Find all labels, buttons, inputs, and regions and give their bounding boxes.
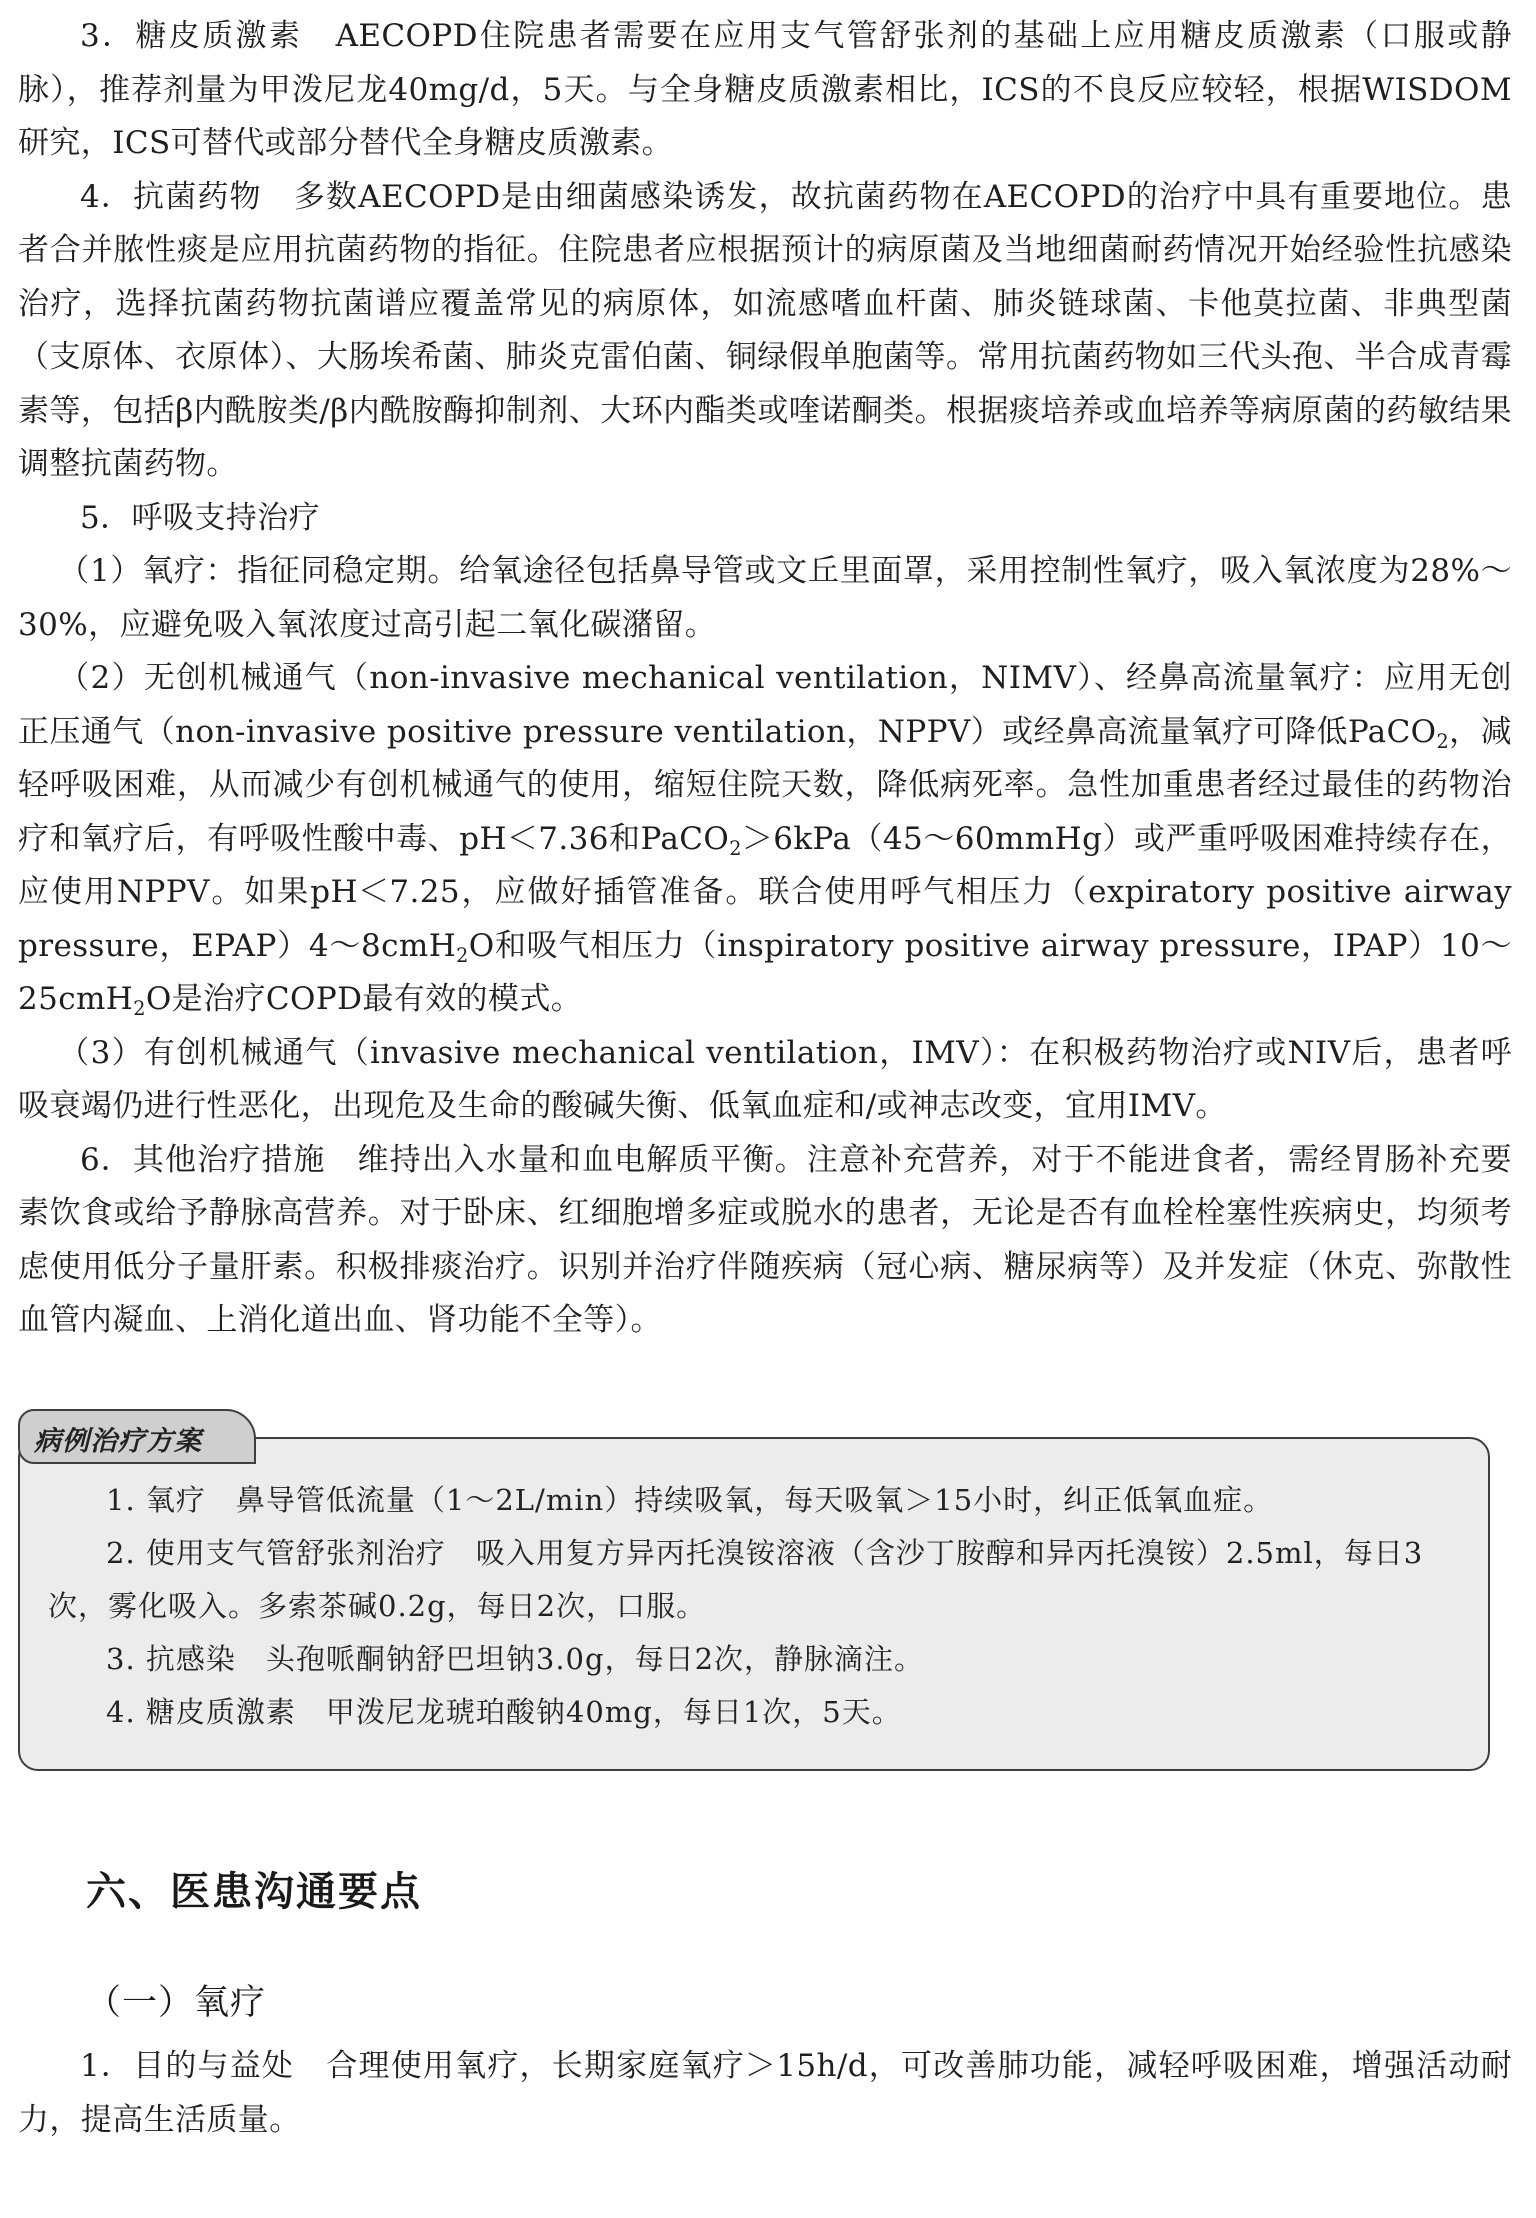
case-plan-item: 3. 抗感染 头孢哌酮钠舒巴坦钠3.0g，每日2次，静脉滴注。 — [106, 1642, 925, 1676]
paragraph-oxygen-therapy: （1）氧疗：指征同稳定期。给氧途径包括鼻导管或文丘里面罩，采用控制性氧疗，吸入氧浓度为28%～30%，应避免吸入氧浓度过高引起二氧化碳潴留。 — [18, 553, 1512, 643]
case-plan-text — [48, 1474, 1458, 1739]
paragraph-nimv: （2）无创机械通气（non-invasive mechanical ventilation，NIMV）、经鼻高流量氧疗：应用无创正压通气（non-invasive positive pressure ventilation，NPPV）或经鼻高流量氧疗可降低PaCO$_2$，减轻呼吸困难，从而减少有创机械通气的使用，缩短住院天数，降低病死率。急性加重患者经过最佳的药物治疗和氧疗后，有呼吸性酸中毒、pH＜7.36和PaCO$_2$＞6kPa（45～60mmHg）或严重呼吸困难持续存在，应使用NPPV。如果pH＜7.25，应做好插管准备。联合使用呼气相压力（expiratory positive airway pressure，EPAP）4～8cmH$_2$O和吸气相压力（inspiratory positive airway pressure，IPAP）10～25cmH$_2$O是治疗COPD最有效的模式。 — [18, 660, 1512, 1020]
case-plan-item: 4. 糖皮质激素 甲泼尼龙琥珀酸钠40mg，每日1次，5天。 — [106, 1695, 902, 1729]
treatment-body-text — [18, 10, 1512, 1348]
case-plan-tab — [18, 1409, 256, 1464]
subsection-title: （一）氧疗 — [86, 1983, 267, 2023]
oxygen-benefits-text — [18, 2040, 1512, 2147]
case-plan-tab-label: 病例治疗方案 — [34, 1426, 202, 1457]
paragraph-corticosteroids: 3．糖皮质激素 AECOPD住院患者需要在应用支气管舒张剂的基础上应用糖皮质激素（口服或静脉），推荐剂量为甲泼尼龙40mg/d，5天。与全身糖皮质激素相比，ICS的不良反应较轻，根据WISDOM研究，ICS可替代或部分替代全身糖皮质激素。 — [18, 18, 1512, 161]
paragraph-imv: （3）有创机械通气（invasive mechanical ventilation，IMV）：在积极药物治疗或NIV后，患者呼吸衰竭仍进行性恶化，出现危及生命的酸碱失衡、低氧血症和/或神志改变，宜用IMV。 — [18, 1034, 1512, 1124]
paragraph-other-treatment: 6．其他治疗措施 维持出入水量和血电解质平衡。注意补充营养，对于不能进食者，需经胃肠补充要素饮食或给予静脉高营养。对于卧床、红细胞增多症或脱水的患者，无论是否有血栓栓塞性疾病史，均须考虑使用低分子量肝素。积极排痰治疗。识别并治疗伴随疾病（冠心病、糖尿病等）及并发症（休克、弥散性血管内凝血、上消化道出血、肾功能不全等）。 — [18, 1141, 1512, 1338]
paragraph-antibiotics: 4．抗菌药物 多数AECOPD是由细菌感染诱发，故抗菌药物在AECOPD的治疗中具有重要地位。患者合并脓性痰是应用抗菌药物的指征。住院患者应根据预计的病原菌及当地细菌耐药情况开始经验性抗感染治疗，选择抗菌药物抗菌谱应覆盖常见的病原体，如流感嗜血杆菌、肺炎链球菌、卡他莫拉菌、非典型菌（支原体、衣原体）、大肠埃希菌、肺炎克雷伯菌、铜绿假单胞菌等。常用抗菌药物如三代头孢、半合成青霉素等，包括β内酰胺类/β内酰胺酶抑制剂、大环内酯类或喹诺酮类。根据痰培养或血培养等病原菌的药敏结果调整抗菌药物。 — [18, 178, 1512, 482]
paragraph-oxygen-benefits: 1．目的与益处 合理使用氧疗，长期家庭氧疗＞15h/d，可改善肺功能，减轻呼吸困难，增强活动耐力，提高生活质量。 — [18, 2048, 1512, 2138]
case-plan-item: 2. 使用支气管舒张剂治疗 吸入用复方异丙托溴铵溶液（含沙丁胺醇和异丙托溴铵）2.5ml，每日3次，雾化吸入。多索茶碱0.2g，每日2次，口服。 — [48, 1536, 1424, 1623]
paragraph-respiratory-support: 5．呼吸支持治疗 — [80, 499, 320, 536]
case-plan-item: 1. 氧疗 鼻导管低流量（1～2L/min）持续吸氧，每天吸氧＞15小时，纠正低氧血症。 — [106, 1483, 1274, 1517]
section-title: 六、医患沟通要点 — [86, 1869, 422, 1915]
